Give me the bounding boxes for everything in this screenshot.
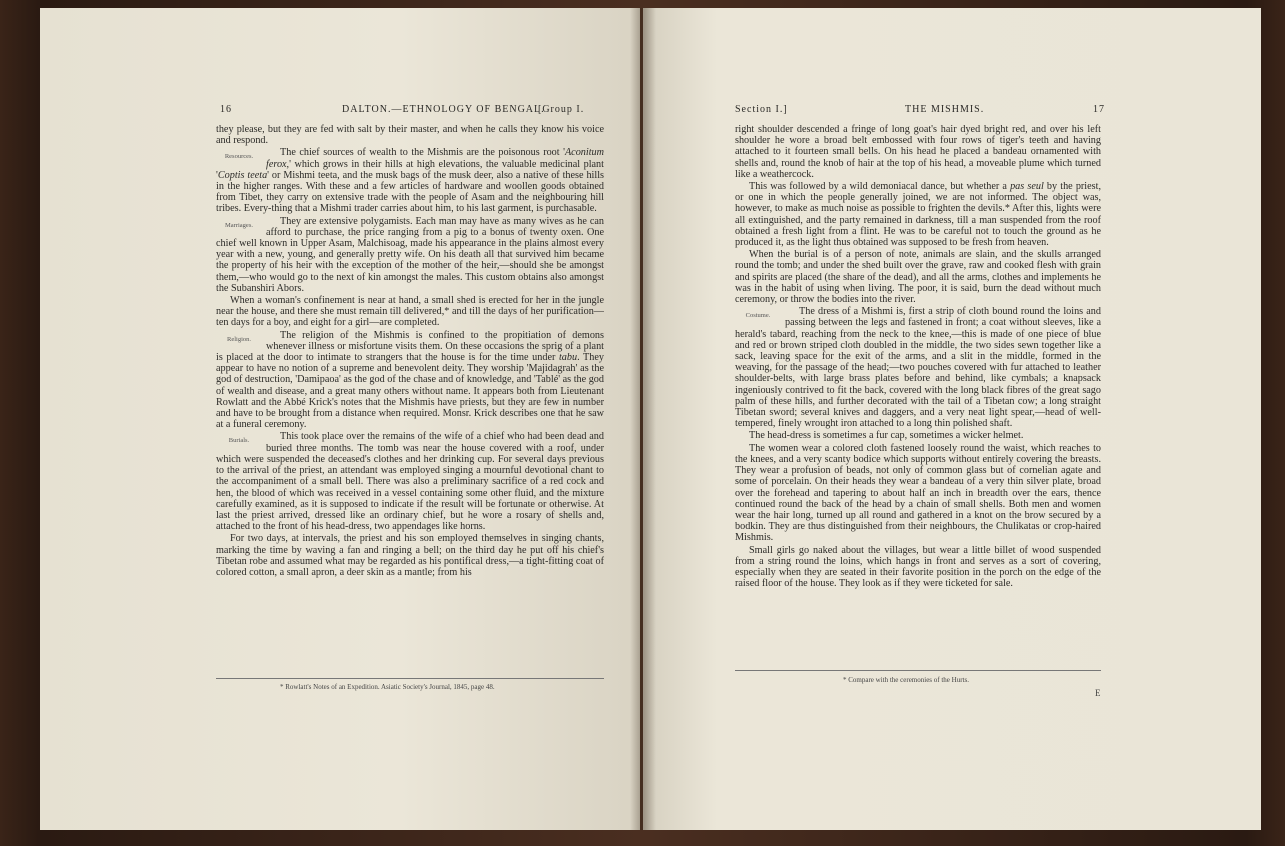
footnote-rule	[216, 678, 604, 679]
signature-mark: E	[1095, 688, 1101, 698]
margin-note: Marriages.	[225, 221, 253, 229]
left-footnote: * Rowlatt's Notes of an Expedition. Asiatic Society's Journal, 1845, page 48.	[280, 683, 495, 691]
left-page-number: 16	[220, 104, 232, 115]
left-page	[40, 8, 640, 830]
left-paragraph: When a woman's confinement is near at hand, a small shed is erected for her in the jungle near the house, and there she must remain till delivered,* and till the days of her purification—ten days for a boy, and eight for a girl—are completed.	[216, 295, 604, 329]
left-text-column	[216, 124, 604, 579]
right-text-column	[735, 124, 1101, 590]
right-paragraph: right shoulder descended a fringe of long goat's hair dyed bright red, and over his left shoulder he wore a broad belt embossed with four rows of tiger's teeth and having attached to it fourteen small bells. On his head he placed a bandeau ornamented with shells and, round the knob of hair at the top of his head, a moveable plume which turned like a weathercock.	[735, 124, 1101, 180]
margin-note: Burials.	[228, 437, 250, 445]
left-paragraph: Marriages. They are extensive polygamists. Each man may have as many wives as he can afford to purchase, the price ranging from a pig to a bonus of twenty oxen. One chief well known in Upper Asam, Malchisoag, made his appearance in the plains almost every year with a new, young, and generally pretty wife. On his death all that survived him became the property of his heir with the exception of the mother of the heir,—should she be amongst them,—who would go to the next of kin amongst the males. This custom obtains also amongst the Subanshiri Abors.	[216, 216, 604, 294]
book-gutter	[630, 8, 656, 830]
left-paragraph: Resources. The chief sources of wealth to the Mishmis are the poisonous root 'Aconitum ferox,' which grows in their hills at high elevations, the valuable medicinal plant 'Coptis teeta' or Mishmi teeta, and the musk bags of the musk deer, also a native of these hills in the higher ranges. With these and a few articles of hardware and woollen goods obtained from Tibet, they carry on extensive trade with the people of Asam and the neighbouring hill tribes. Every-thing that a Mishmi trader carries about him, to his last garment, is purchasable.	[216, 147, 604, 214]
margin-note: Resources.	[224, 153, 254, 161]
right-footnote: * Compare with the ceremonies of the Hurts.	[843, 676, 969, 684]
margin-note: Religion.	[226, 335, 251, 343]
margin-note: Costume.	[745, 312, 771, 320]
left-group-label: [Group I.	[538, 104, 585, 115]
left-paragraph: For two days, at intervals, the priest and his son employed themselves in singing chants, marking the time by waving a fan and ringing a bell; on the third day he put off his chief's Tibetan robe and assumed what may be regarded as his pontifical dress,—a tight-fitting coat of colored cotton, a small apron, a deer skin as a mantle; from his	[216, 533, 604, 578]
left-paragraph: Religion. The religion of the Mishmis is confined to the propitiation of demons whenever illness or misfortune visits them. On these occasions the sprig of a plant is placed at the door to intimate to strangers that the house is for the time under tabu. They appear to have no notion of a supreme and benevolent deity. They worship 'Majidagrah' as the god of destruction, 'Damipaoa' as the god of the chase and of knowledge, and 'Tablé' as the god of wealth and disease, and a great many others without name. It appears both from Lieutenant Rowlatt and the Abbé Krick's notes that the Mishmis have priests, but they are few in number and have to be brought from a distance when required. Monsr. Krick describes one that he saw at a funeral ceremony.	[216, 330, 604, 431]
left-running-head: DALTON.—ETHNOLOGY OF BENGAL.	[342, 104, 545, 115]
right-paragraph: The women wear a colored cloth fastened loosely round the waist, which reaches to the knees, and a very scanty bodice which supports without entirely covering the breasts. They wear a profusion of beads, not only of common glass but of cornelian agate and some of porcelain. On their heads they wear a bandeau of a very thin silver plate, broad over the forehead and tapering to about half an inch in breadth over the ears, thence continued round the back of the head by a chain of small shells. Both men and women wear the hair long, turned up all round and gathered in a knot on the brow secured by a bodkin. They are thus distinguished from their neighbours, the Chulikatas or crop-haired Mishmis.	[735, 442, 1101, 544]
right-paragraph: Small girls go naked about the villages, but wear a little billet of wood suspended from a string round the loins, which hangs in front and serves as a sort of covering, especially when they are seated in their favorite position in the porch on the edge of the raised floor of the house. They look as if they were ticketed for sale.	[735, 544, 1101, 590]
right-paragraph: Costume. The dress of a Mishmi is, first a strip of cloth bound round the loins and passing between the legs and fastened in front; a coat without sleeves, like a herald's tabard, reaching from the neck to the knee,—this is made of one piece of blue and red or brown striped cloth doubled in the middle, the two sides sewn together like a sack, leaving space for the exit of the arms, and a slit in the middle, formed in the weaving, for the passage of the head;—two pouches covered with fur attached to leather shoulder-belts, with large brass plates before and behind, like cymbals; a knapsack ingeniously contrived to fit the back, covered with the long black fibres of the great sago palm of these hills, and further decorated with the tail of a Tibetan cow; a long straight Tibetan sword; several knives and daggers, and a very neat light spear,—head of well-tempered, finely wrought iron attached to a long thin polished shaft.	[735, 306, 1101, 429]
right-page	[643, 8, 1261, 830]
right-section-label: Section I.]	[735, 104, 788, 115]
right-page-number: 17	[1093, 104, 1105, 115]
right-paragraph: When the burial is of a person of note, animals are slain, and the skulls arranged round the tomb; and under the shed built over the grave, raw and cooked flesh with grain and spirits are placed (the share of the dead), and all the arms, clothes and implements he was in the habit of using when living. The poor, it is said, burn the dead without much ceremony, or throw the bodies into the river.	[735, 249, 1101, 306]
footnote-rule	[735, 670, 1101, 671]
left-paragraph: Burials. This took place over the remains of the wife of a chief who had been dead and buried three months. The tomb was near the house covered with a roof, under which were suspended the deceased's clothes and her drinking cup. For several days previous to the arrival of the priest, an attendant was employed singing a mournful devotional chant to the accompaniment of a small bell. There was also a preliminary sacrifice of a red cock and hen, the blood of which was received in a vessel containing some other fluid, and the mixture carefully examined, as it is supposed to indicate if the result will be fortunate or otherwise. At last the priest arrived, dressed like an ordinary chief, but he wore a rosary of shells and, attached to the front of his head-dress, two appendages like horns.	[216, 431, 604, 532]
right-paragraph: This was followed by a wild demoniacal dance, but whether a pas seul by the priest, or one in which the people generally joined, we are not informed. The object was, however, to make as much noise as possible to frighten the devils.* After this, lights were all extinguished, and the party remained in darkness, till a man suspended from the roof obtained a fresh light from a flint. He was to be careful not to touch the ground as he produced it, as the light thus obtained was supposed to be fresh from heaven.	[735, 181, 1101, 249]
right-paragraph: The head-dress is sometimes a fur cap, sometimes a wicker helmet.	[749, 430, 1024, 442]
right-running-head: THE MISHMIS.	[905, 104, 985, 115]
left-paragraph: they please, but they are fed with salt by their master, and when he calls they know his voice and respond.	[216, 124, 604, 147]
